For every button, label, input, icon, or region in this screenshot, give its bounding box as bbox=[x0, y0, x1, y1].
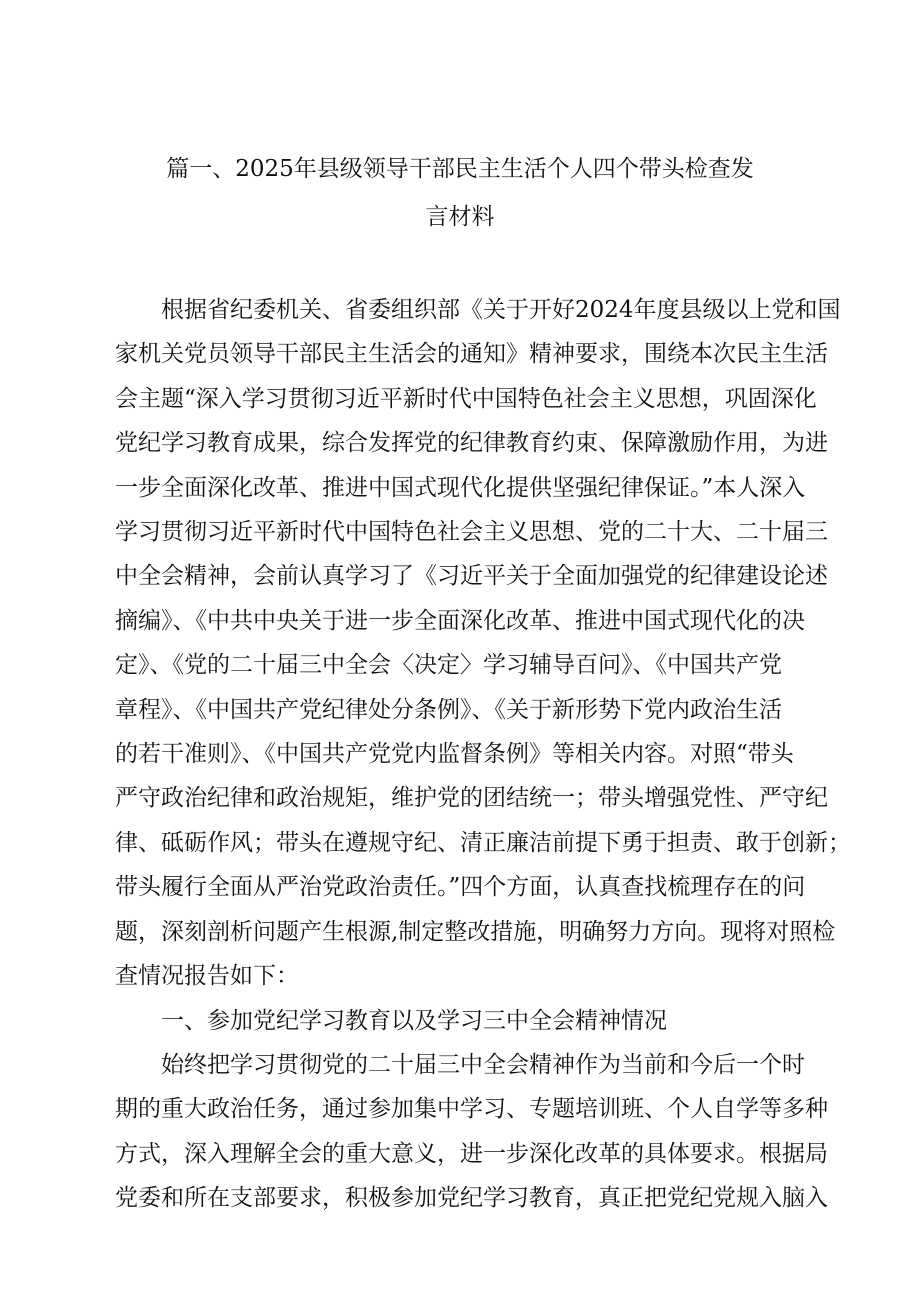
body-line: 根据省纪委机关、省委组织部《关于开好2024年度县级以上党和国 bbox=[161, 297, 841, 323]
body-line: 党委和所在支部要求，积极参加党纪学习教育，真正把党纪党规入脑入 bbox=[115, 1185, 828, 1212]
body-line: 律、砥砺作风；带头在遵规守纪、清正廉洁前提下勇于担责、敢于创新； bbox=[115, 829, 851, 856]
body-line: 期的重大政治任务，通过参加集中学习、专题培训班、个人自学等多种 bbox=[115, 1096, 828, 1123]
body-line: 章程》、《中国共产党纪律处分条例》、《关于新形势下党内政治生活 bbox=[115, 696, 782, 723]
document-body bbox=[115, 288, 851, 1221]
body-line: 的若干准则》、《中国共产党党内监督条例》等相关内容。对照“带头 bbox=[115, 741, 794, 768]
body-line: 带头履行全面从严治党政治责任。”四个方面，认真查找梳理存在的问 bbox=[115, 874, 806, 901]
body-line: 摘编》、《中共中央关于进一步全面深化改革、推进中国式现代化的决 bbox=[115, 607, 805, 634]
body-line: 党纪学习教育成果，综合发挥党的纪律教育约束、保障激励作用，为进 bbox=[115, 430, 828, 457]
document-title-line1: 篇一、2025年县级领导干部民主生活个人四个带头检查发 bbox=[166, 156, 754, 182]
body-line: 中全会精神，会前认真学习了《习近平关于全面加强党的纪律建设论述 bbox=[115, 563, 828, 590]
body-line: 始终把学习贯彻党的二十届三中全会精神作为当前和今后一个时 bbox=[161, 1051, 805, 1078]
body-line: 方式，深入理解全会的重大意义，进一步深化改革的具体要求。根据局 bbox=[115, 1140, 828, 1167]
body-line: 一、参加党纪学习教育以及学习三中全会精神情况 bbox=[161, 1007, 667, 1034]
body-line: 查情况报告如下： bbox=[115, 963, 299, 990]
body-line: 会主题“深入学习贯彻习近平新时代中国特色社会主义思想，巩固深化 bbox=[115, 385, 817, 412]
document-title-line2: 言材料 bbox=[425, 204, 495, 230]
body-line: 题，深刻剖析问题产生根源,制定整改措施，明确努力方向。现将对照检 bbox=[115, 918, 836, 945]
body-line: 家机关党员领导干部民主生活会的通知》精神要求，围绕本次民主生活 bbox=[115, 341, 828, 368]
body-line: 学习贯彻习近平新时代中国特色社会主义思想、党的二十大、二十届三 bbox=[115, 519, 828, 546]
body-line: 严守政治纪律和政治规矩，维护党的团结统一；带头增强党性、严守纪 bbox=[115, 785, 828, 812]
body-line: 一步全面深化改革、推进中国式现代化提供坚强纪律保证。”本人深入 bbox=[115, 474, 806, 501]
body-line: 定》、《党的二十届三中全会〈决定〉学习辅导百问》、《中国共产党 bbox=[115, 652, 782, 679]
